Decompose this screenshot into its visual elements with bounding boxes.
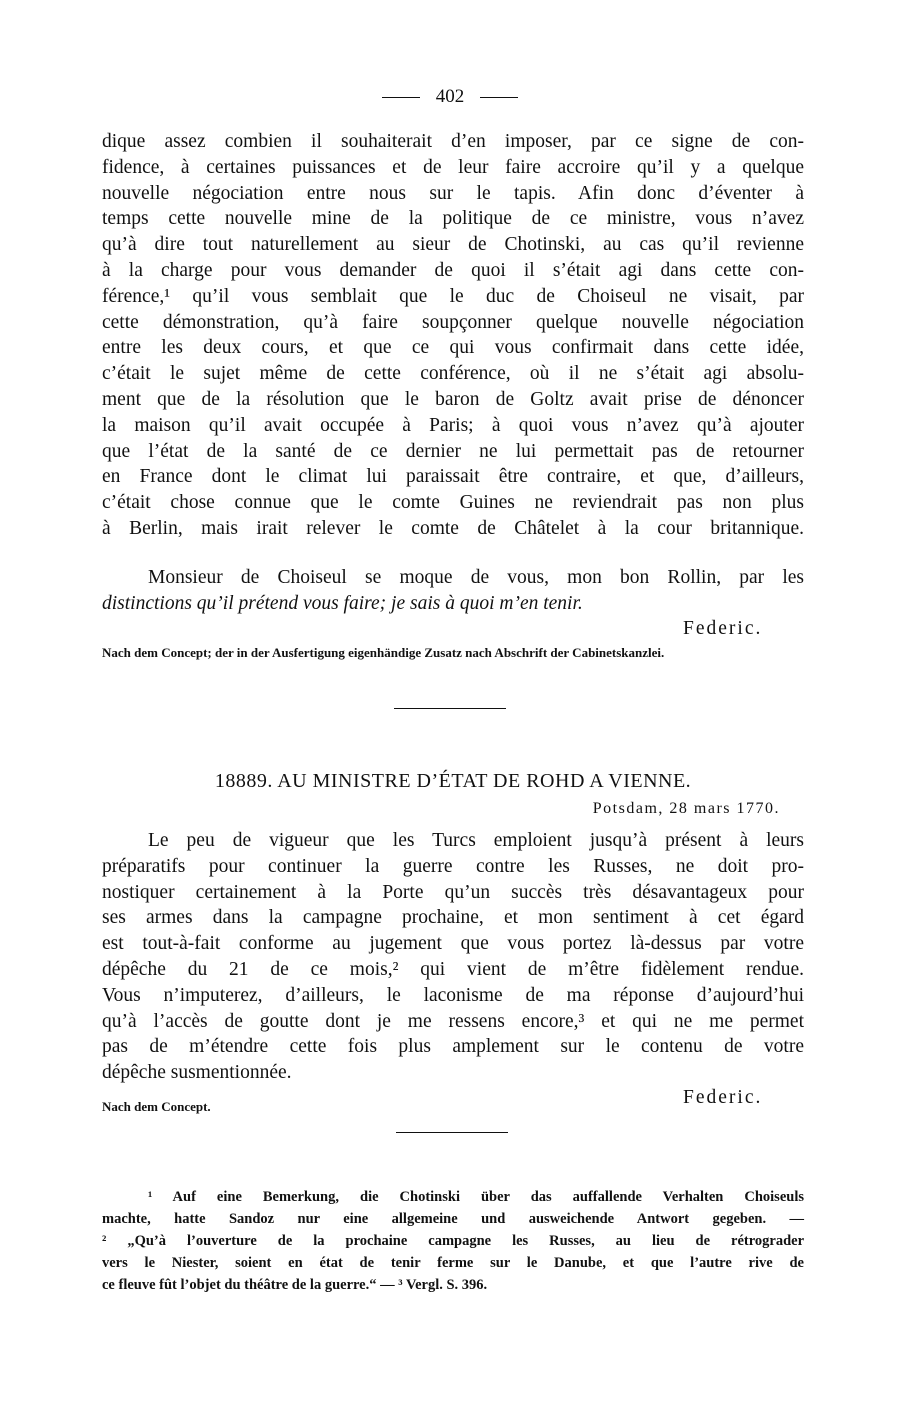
page-number: 402 bbox=[435, 86, 465, 107]
footnote-line: ¹ Auf eine Bemerkung, die Chotinski über das auffallende Verhalten Choiseuls bbox=[148, 1189, 804, 1205]
text-line: pas de m’étendre cette fois plus amplement sur le contenu de votre bbox=[102, 1036, 804, 1058]
dateline: Potsdam, 28 mars 1770. bbox=[592, 800, 780, 817]
text-line: que l’état de la santé de ce dernier ne lui permettait pas de retourner bbox=[102, 440, 804, 462]
text-line: qu’à dire tout naturellement au sieur de Chotinski, au cas qu’il revienne bbox=[102, 234, 804, 256]
text-line: dique assez combien il souhaiterait d’en imposer, par ce signe de con- bbox=[102, 131, 804, 152]
text-line: Le peu de vigueur que les Turcs emploient jusqu’à présent à leurs bbox=[148, 830, 804, 851]
text-line: ment que de la résolution que le baron de Goltz avait prise de dénoncer bbox=[102, 388, 804, 410]
text-line: cette démonstration, qu’à faire soupçonner quelque nouvelle négociation bbox=[102, 311, 804, 333]
header-dash-right bbox=[480, 97, 518, 98]
source-note: Nach dem Concept; der in der Ausfertigung eigenhändige Zusatz nach Abschrift der Cabinetskanzlei. bbox=[102, 645, 665, 660]
text-line: entre les deux cours, et que ce qui vous confirmait dans cette idée, bbox=[102, 337, 804, 359]
text-line: férence,¹ qu’il vous semblait que le duc de Choiseul ne visait, par bbox=[102, 285, 804, 307]
text-line: Vous n’imputerez, d’ailleurs, le laconisme de ma réponse d’aujourd’hui bbox=[102, 984, 804, 1006]
paragraph-continuation bbox=[102, 129, 804, 542]
paragraph-postscript bbox=[102, 565, 804, 617]
text-line: à la charge pour vous demander de quoi il s’était agi dans cette con- bbox=[102, 259, 804, 281]
source-note: Nach dem Concept. bbox=[102, 1099, 211, 1114]
text-line: fidence, à certaines puissances et de leur faire accroire qu’il y a quelque bbox=[102, 156, 804, 178]
text-line: qu’à l’accès de goutte dont je me ressens encore,³ et qui ne me permet bbox=[102, 1010, 804, 1032]
text-line: ses armes dans la campagne prochaine, et mon sentiment à cet égard bbox=[102, 907, 804, 929]
text-line: c’était le sujet même de cette conférence, où il ne s’était agi absolu- bbox=[102, 363, 804, 385]
signature: Federic. bbox=[683, 1087, 763, 1108]
text-line: c’était chose connue que le comte Guines ne reviendrait pas non plus bbox=[102, 492, 804, 514]
text-line: temps cette nouvelle mine de la politique de ce ministre, vous n’avez bbox=[102, 208, 804, 230]
text-line: Monsieur de Choiseul se moque de vous, mon bon Rollin, par les bbox=[148, 567, 804, 588]
page-header bbox=[0, 86, 900, 108]
text-line: à Berlin, mais irait relever le comte de Châtelet à la cour britannique. bbox=[102, 517, 804, 539]
text-line: préparatifs pour continuer la guerre contre les Russes, ne doit pro- bbox=[102, 855, 804, 877]
section-divider bbox=[396, 1132, 508, 1133]
footnote-line: machte, hatte Sandoz nur eine allgemeine und ausweichende Antwort gegeben. — bbox=[102, 1211, 804, 1227]
text-line: est tout-à-fait conforme au jugement que vous portez là-dessus par votre bbox=[102, 933, 804, 955]
text-line: dépêche susmentionnée. bbox=[102, 1062, 292, 1084]
text-line: en France dont le climat lui paraissait être contraire, et que, d’ailleurs, bbox=[102, 466, 804, 488]
text-line: la maison qu’il avait occupée à Paris; à quoi vous n’avez qu’à ajouter bbox=[102, 414, 804, 436]
text-line: dépêche du 21 de ce mois,² qui vient de m’être fidèlement rendue. bbox=[102, 958, 804, 980]
footnote-line: vers le Niester, soient en état de tenir ferme sur le Danube, et que l’autre rive de bbox=[102, 1255, 804, 1271]
text-line: distinctions qu’il prétend vous faire; je sais à quoi m’en tenir. bbox=[102, 592, 583, 614]
text-line: nostiquer certainement à la Porte qu’un succès très désavantageux pour bbox=[102, 881, 804, 903]
header-dash-left bbox=[382, 97, 420, 98]
signature: Federic. bbox=[683, 618, 763, 639]
footnote-line: ² „Qu’à l’ouverture de la prochaine campagne les Russes, au lieu de rétrograder bbox=[102, 1233, 804, 1249]
letter-heading: 18889. AU MINISTRE D’ÉTAT DE ROHD A VIENNE. bbox=[214, 770, 692, 792]
footnote-line: ce fleuve fût l’objet du théâtre de la guerre.“ — ³ Vergl. S. 396. bbox=[102, 1277, 488, 1293]
section-divider bbox=[394, 708, 506, 709]
letter-body bbox=[102, 828, 804, 1086]
footnotes bbox=[102, 1186, 804, 1296]
text-line: nouvelle négociation entre nous sur le tapis. Afin donc d’éventer à bbox=[102, 182, 804, 204]
